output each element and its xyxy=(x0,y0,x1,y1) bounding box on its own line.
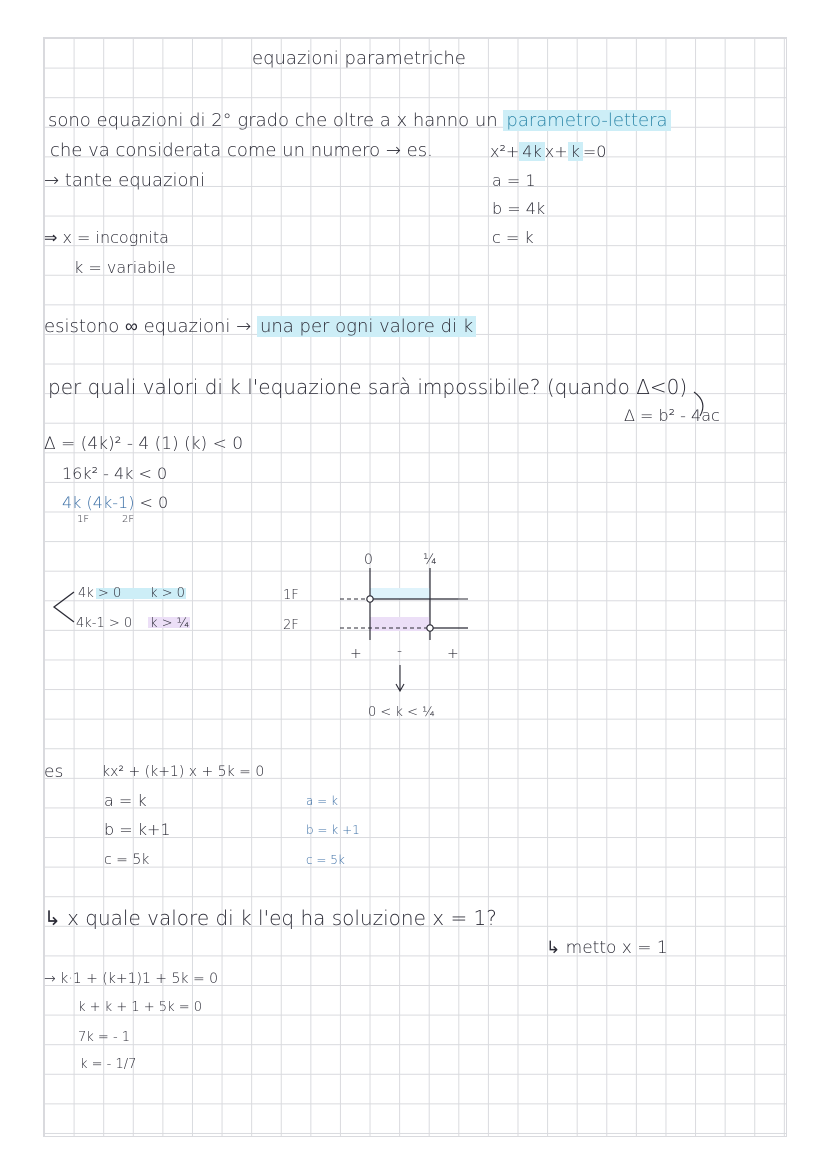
chart-sign-left: + xyxy=(350,646,362,662)
infinite-text: esistono ∞ equazioni → xyxy=(44,316,252,337)
example-b: b = k+1 xyxy=(104,820,171,839)
solution-step-3: 7k = - 1 xyxy=(78,1030,131,1045)
factor-1-label: 1F xyxy=(77,514,90,525)
factor-1: 4k xyxy=(62,493,82,512)
example-b-copy: b = k +1 xyxy=(306,823,360,837)
chart-row2-highlight xyxy=(370,617,430,631)
delta-formula: Δ = b² - 4ac xyxy=(624,406,720,425)
question-impossible: per quali valori di k l'equazione sarà impossibile? (quando Δ<0) xyxy=(48,375,688,399)
chart-label-0: 0 xyxy=(364,552,373,568)
intro-line-3: → tante equazioni xyxy=(44,170,205,191)
delta-computation: Δ = (4k)² - 4 (1) (k) < 0 xyxy=(44,434,244,454)
solution-step-1: → k·1 + (k+1)1 + 5k = 0 xyxy=(44,971,219,987)
chart-sign-right: + xyxy=(447,646,459,662)
coef-b: b = 4k xyxy=(492,199,546,218)
system-row1-left: 4k > 0 xyxy=(78,586,122,601)
delta-simplified: 16k² - 4k < 0 xyxy=(62,464,168,483)
factor-2: (4k-1) xyxy=(86,493,135,512)
system-row2-right: k > ¼ xyxy=(150,616,190,631)
chart-result: 0 < k < ¼ xyxy=(368,705,435,720)
eq1-part: x+ xyxy=(544,142,568,161)
eq1-highlight-c: k xyxy=(568,142,583,161)
page-title: equazioni parametriche xyxy=(252,48,466,69)
example-equation: kx² + (k+1) x + 5k = 0 xyxy=(102,764,265,780)
chart-row1-highlight xyxy=(370,588,430,599)
eq1-part: =0 xyxy=(582,142,607,161)
factor-2-label: 2F xyxy=(122,514,135,525)
system-row2-left: 4k-1 > 0 xyxy=(76,616,133,631)
delta-curved-arrow xyxy=(694,392,703,416)
example-c: c = 5k xyxy=(104,852,150,868)
system-row2-tag: 2F xyxy=(283,618,299,633)
coef-a: a = 1 xyxy=(492,171,536,190)
inequality-sign: < 0 xyxy=(139,493,169,512)
system-brace xyxy=(54,592,74,622)
infinite-highlight: una per ogni valore di k xyxy=(257,316,476,337)
k-definition: k = variabile xyxy=(74,258,176,277)
chart-sign-middle: - xyxy=(397,643,403,659)
example-a: a = k xyxy=(104,791,147,810)
chart-label-quarter: ¼ xyxy=(423,552,437,568)
solution-step-2: k + k + 1 + 5k = 0 xyxy=(78,1000,203,1015)
example-c-copy: c = 5k xyxy=(306,853,345,867)
example-a-copy: a = k xyxy=(306,794,338,808)
intro-line-1-text: sono equazioni di 2° grado che oltre a x hanno un xyxy=(48,110,498,131)
solution-step-4: k = - 1/7 xyxy=(80,1057,137,1072)
chart-point-0 xyxy=(367,596,373,602)
eq1-highlight-b: 4k xyxy=(519,142,544,161)
question-solution: ↳ x quale valore di k l'eq ha soluzione x = 1? xyxy=(44,906,497,930)
eq1-part: x²+ xyxy=(490,142,520,161)
intro-parameter-highlight: parametro-lettera xyxy=(503,110,670,131)
coef-c: c = k xyxy=(492,228,534,247)
example-label: es xyxy=(44,762,64,782)
chart-point-quarter xyxy=(427,625,433,631)
system-row1-right: k > 0 xyxy=(150,586,185,601)
question-hint: ↳ metto x = 1 xyxy=(546,938,668,958)
system-row1-tag: 1F xyxy=(283,588,299,603)
x-definition: ⇒ x = incognita xyxy=(44,228,169,247)
intro-line-2: che va considerata come un numero → es. xyxy=(50,140,433,161)
